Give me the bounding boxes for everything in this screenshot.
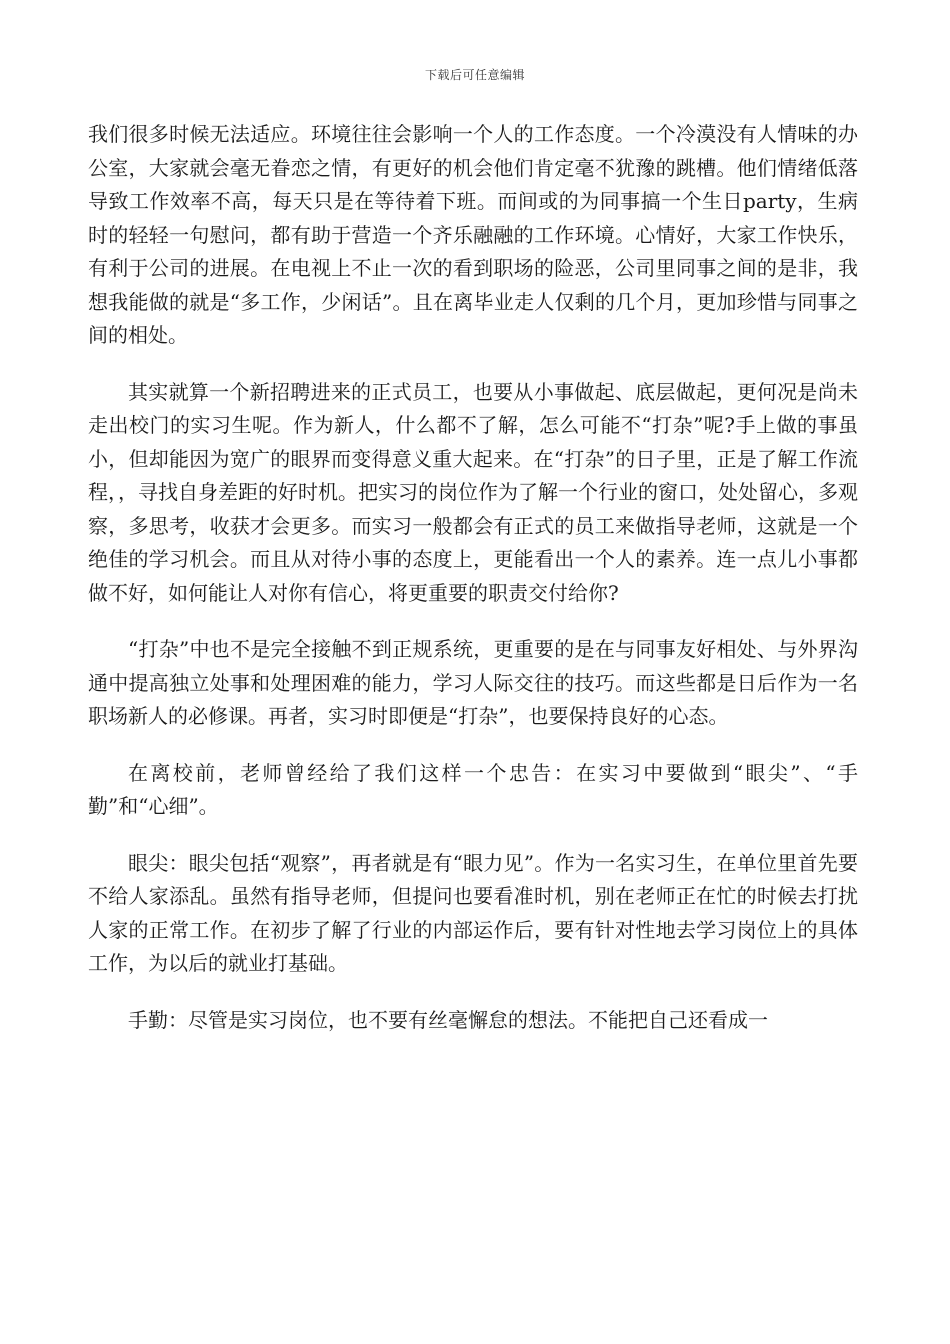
document-body xyxy=(88,118,858,1060)
paragraph-sharp-eyes: 眼尖：眼尖包括“观察”，再者就是有“眼力见”。作为一名实习生，在单位里首先要不给人家添乱。虽然有指导老师，但提问也要看准时机，别在老师正在忙的时候去打扰人家的正常工作。在初步了解了行业的内部运作后，要有针对性地去学习岗位上的具体工作，为以后的就业打基础。 xyxy=(88,850,858,975)
paragraph-environment: 我们很多时候无法适应。环境往往会影响一个人的工作态度。一个冷漠没有人情味的办公室，大家就会毫无眷恋之情，有更好的机会他们肯定毫不犹豫的跳槽。他们情绪低落导致工作效率不高，每天只是在等待着下班。而间或的为同事搞一个生日party，生病时的轻轻一句慰问，都有助于营造一个齐乐融融的工作环境。心情好，大家工作快乐，有利于公司的进展。在电视上不止一次的看到职场的险恶，公司里同事之间的是非，我想我能做的就是“多工作，少闲话”。且在离毕业走人仅剩的几个月，更加珍惜与同事之间的相处。 xyxy=(88,122,858,347)
paragraph-odd-jobs: “打杂”中也不是完全接触不到正规系统，更重要的是在与同事友好相处、与外界沟通中提高独立处事和处理困难的能力，学习人际交往的技巧。而这些都是日后作为一名职场新人的必修课。再者，实习时即便是“打杂”，也要保持良好的心态。 xyxy=(88,637,858,728)
paragraph-start-small: 其实就算一个新招聘进来的正式员工，也要从小事做起、底层做起，更何况是尚未走出校门的实习生呢。作为新人，什么都不了解，怎么可能不“打杂”呢?手上做的事虽小，但却能因为宽广的眼界而变得意义重大起来。在“打杂”的日子里，正是了解工作流程，，寻找自身差距的好时机。把实习的岗位作为了解一个行业的窗口，处处留心，多观察，多思考，收获才会更多。而实习一般都会有正式的员工来做指导老师，这就是一个绝佳的学习机会。而且从对待小事的态度上，更能看出一个人的素养。连一点儿小事都做不好，如何能让人对你有信心，将更重要的职责交付给你? xyxy=(88,379,858,605)
page-header-note: 下载后可任意编辑 xyxy=(424,68,525,82)
paragraph-diligent-hands: 手勤：尽管是实习岗位，也不要有丝毫懈怠的想法。不能把自己还看成一 xyxy=(128,1007,768,1032)
paragraph-teacher-advice: 在离校前，老师曾经给了我们这样一个忠告：在实习中要做到“眼尖”、“手勤”和“心细”。 xyxy=(88,760,858,818)
